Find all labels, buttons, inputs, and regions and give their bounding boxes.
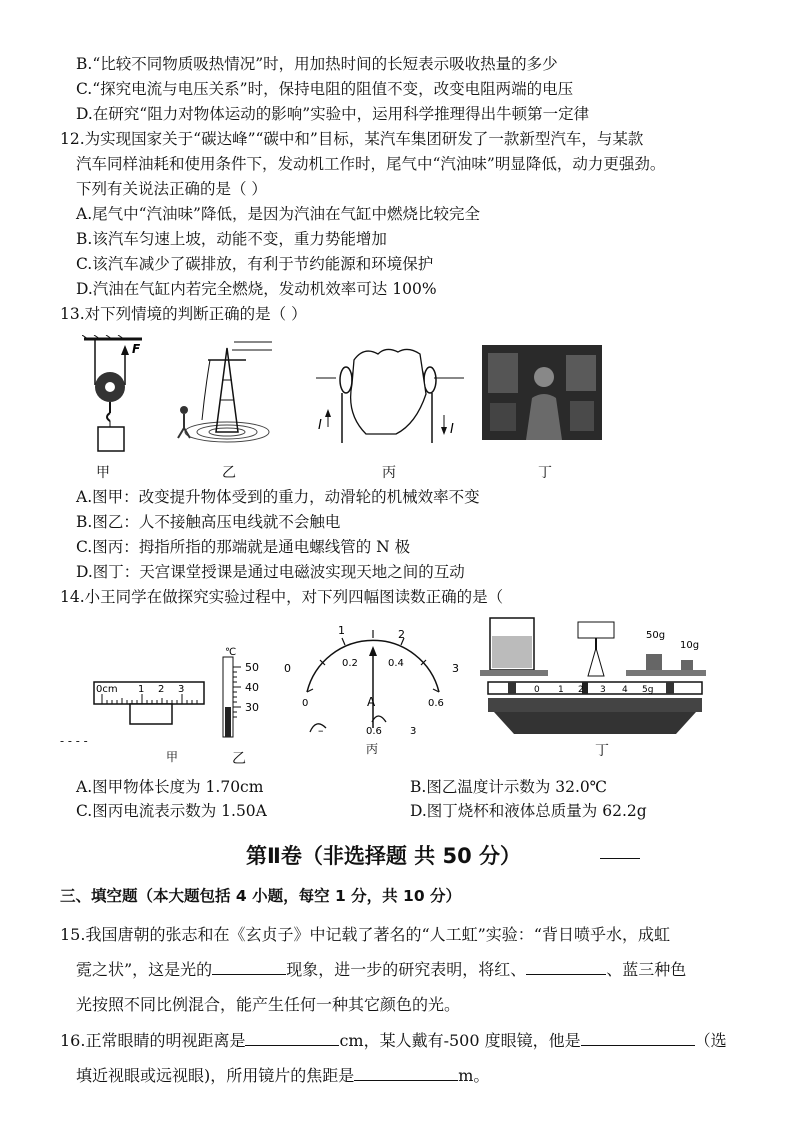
force-label: F bbox=[132, 342, 141, 356]
q12-option-c: C.该汽车减少了碳排放，有利于节约能源和环境保护 bbox=[76, 255, 434, 273]
q12-stem-line-2: 汽车同样油耗和使用条件下，发动机工作时，尾气中“汽油味”明显降低，动力更强劲。 bbox=[76, 155, 666, 173]
balance-scale-4: 4 bbox=[622, 685, 628, 695]
q13-option-c: C.图丙：拇指所指的那端就是通电螺线管的 N 极 bbox=[76, 538, 411, 556]
ammeter-terminal-3: 3 bbox=[410, 726, 417, 737]
thermo-tick-50: 50 bbox=[245, 661, 259, 674]
balance-scale-1: 1 bbox=[558, 685, 564, 695]
q15-line-2 bbox=[76, 959, 686, 981]
q16-line-2-part-b: m。 bbox=[458, 1066, 490, 1085]
q15-line-3: 光按照不同比例混合，能产生任何一种其它颜色的光。 bbox=[76, 995, 461, 1014]
q12-option-a: A.尾气中“汽油味”降低，是因为汽油在气缸中燃烧比较完全 bbox=[76, 205, 480, 223]
current-label-right: I bbox=[450, 422, 454, 437]
pulley-figure bbox=[82, 335, 152, 455]
q15-blank-1[interactable] bbox=[212, 959, 286, 975]
q15-blank-2[interactable] bbox=[526, 959, 606, 975]
q14-stem: 14.小王同学在做探究实验过程中，对下列四幅图读数正确的是（ bbox=[60, 588, 504, 606]
part-2-title: 第Ⅱ卷（非选择题 共 50 分） bbox=[246, 844, 521, 868]
balance-figure bbox=[478, 612, 713, 742]
power-tower-figure bbox=[172, 340, 272, 450]
q15-line-2-part-c: 、蓝三种色 bbox=[606, 960, 687, 979]
space-classroom-photo bbox=[482, 345, 602, 440]
ammeter-outer-0: 0 bbox=[284, 662, 291, 675]
ruler-tick-1: 1 bbox=[138, 684, 145, 695]
title-dash bbox=[600, 858, 640, 859]
q12-stem-line-3: 下列有关说法正确的是（ ） bbox=[76, 180, 267, 198]
ammeter-terminal-0.6: 0.6 bbox=[366, 726, 382, 737]
q14-fig-label-4: 丁 bbox=[595, 743, 609, 759]
q14-option-a: A.图甲物体长度为 1.70cm bbox=[76, 778, 264, 796]
ruler-unit: 0cm bbox=[96, 684, 118, 695]
q11-option-c: C.“探究电流与电压关系”时，保持电阻的阻值不变，改变电阻两端的电压 bbox=[76, 80, 574, 98]
ruler-tick-3: 3 bbox=[178, 684, 185, 695]
q15-line-1: 15.我国唐朝的张志和在《玄贞子》中记载了著名的“人工虹”实验：“背日喷乎水，成虹 bbox=[60, 925, 670, 944]
q13-option-a: A.图甲：改变提升物体受到的重力，动滑轮的机械效率不变 bbox=[76, 488, 480, 506]
q15-line-2-part-a: 霓之状”，这是光的 bbox=[76, 960, 213, 979]
q15-line-2-part-b: 现象，进一步的研究表明，将红、 bbox=[286, 960, 527, 979]
balance-scale-0: 0 bbox=[534, 685, 540, 695]
ammeter-unit: A bbox=[367, 695, 376, 709]
thermo-tick-30: 30 bbox=[245, 701, 259, 714]
q14-fig-label-3: 丙 bbox=[366, 742, 379, 756]
q14-fig-label-2: 乙 bbox=[232, 751, 246, 767]
ammeter-outer-1: 1 bbox=[338, 624, 345, 637]
q16-line-1-part-a: 16.正常眼睛的明视距离是 bbox=[60, 1031, 246, 1050]
balance-scale-2: 2 bbox=[578, 685, 584, 695]
ammeter-inner-3: 0.6 bbox=[428, 698, 444, 709]
q13-option-b: B.图乙：人不接触高压电线就不会触电 bbox=[76, 513, 341, 531]
current-label-left: I bbox=[318, 418, 322, 433]
ruler-figure bbox=[92, 680, 208, 745]
ammeter-inner-1: 0.2 bbox=[342, 658, 358, 669]
ammeter-figure bbox=[282, 620, 467, 740]
q13-fig-label-2: 乙 bbox=[222, 465, 236, 481]
thermometer-figure bbox=[215, 645, 275, 740]
q12-option-d: D.汽油在气缸内若完全燃烧，发动机效率可达 100% bbox=[76, 280, 437, 298]
ammeter-inner-0: 0 bbox=[302, 698, 309, 709]
ammeter-terminal-neg: – bbox=[318, 724, 324, 737]
ammeter-outer-2: 2 bbox=[398, 628, 405, 641]
thermometer-unit: ℃ bbox=[225, 647, 237, 658]
balance-scale-3: 3 bbox=[600, 685, 606, 695]
weight-50g: 50g bbox=[646, 630, 666, 641]
q16-blank-2[interactable] bbox=[581, 1030, 695, 1046]
q12-option-b: B.该汽车匀速上坡，动能不变，重力势能增加 bbox=[76, 230, 387, 248]
q13-fig-label-3: 丙 bbox=[382, 465, 396, 481]
balance-scale-5g: 5g bbox=[642, 685, 654, 695]
q16-line-1 bbox=[60, 1030, 727, 1052]
q14-option-b: B.图乙温度计示数为 32.0℃ bbox=[410, 778, 608, 796]
q11-option-b: B.“比较不同物质吸热情况”时，用加热时间的长短表示吸收热量的多少 bbox=[76, 55, 558, 73]
weight-10g: 10g bbox=[680, 640, 700, 651]
q16-line-2 bbox=[76, 1065, 489, 1087]
q13-fig-label-1: 甲 bbox=[96, 465, 110, 481]
q14-fig-label-1: 甲 bbox=[166, 750, 179, 764]
q14-option-c: C.图丙电流表示数为 1.50A bbox=[76, 802, 267, 820]
ammeter-inner-2: 0.4 bbox=[388, 658, 404, 669]
dash-mark: - - - - bbox=[60, 734, 88, 748]
ruler-tick-2: 2 bbox=[158, 684, 165, 695]
q16-line-1-part-c: （选 bbox=[694, 1031, 727, 1050]
q13-fig-label-4: 丁 bbox=[538, 465, 552, 481]
ammeter-outer-3: 3 bbox=[452, 662, 459, 675]
q11-option-d: D.在研究“阻力对物体运动的影响”实验中，运用科学推理得出牛顿第一定律 bbox=[76, 105, 590, 123]
section-3-heading: 三、填空题（本大题包括 4 小题，每空 1 分，共 10 分） bbox=[60, 887, 462, 905]
q13-stem: 13.对下列情境的判断正确的是（ ） bbox=[60, 305, 307, 323]
solenoid-hand-figure bbox=[316, 345, 466, 450]
q16-blank-3[interactable] bbox=[354, 1065, 458, 1081]
q12-stem-line-1: 12.为实现国家关于“碳达峰”“碳中和”目标，某汽车集团研发了一款新型汽车，与某款 bbox=[60, 130, 644, 148]
q16-line-1-part-b: cm，某人戴有-500 度眼镜，他是 bbox=[339, 1031, 581, 1050]
q13-option-d: D.图丁：天宫课堂授课是通过电磁波实现天地之间的互动 bbox=[76, 563, 465, 581]
q16-blank-1[interactable] bbox=[245, 1030, 339, 1046]
q16-line-2-part-a: 填近视眼或远视眼)，所用镜片的焦距是 bbox=[76, 1066, 355, 1085]
thermo-tick-40: 40 bbox=[245, 681, 259, 694]
q14-option-d: D.图丁烧杯和液体总质量为 62.2g bbox=[410, 802, 647, 820]
